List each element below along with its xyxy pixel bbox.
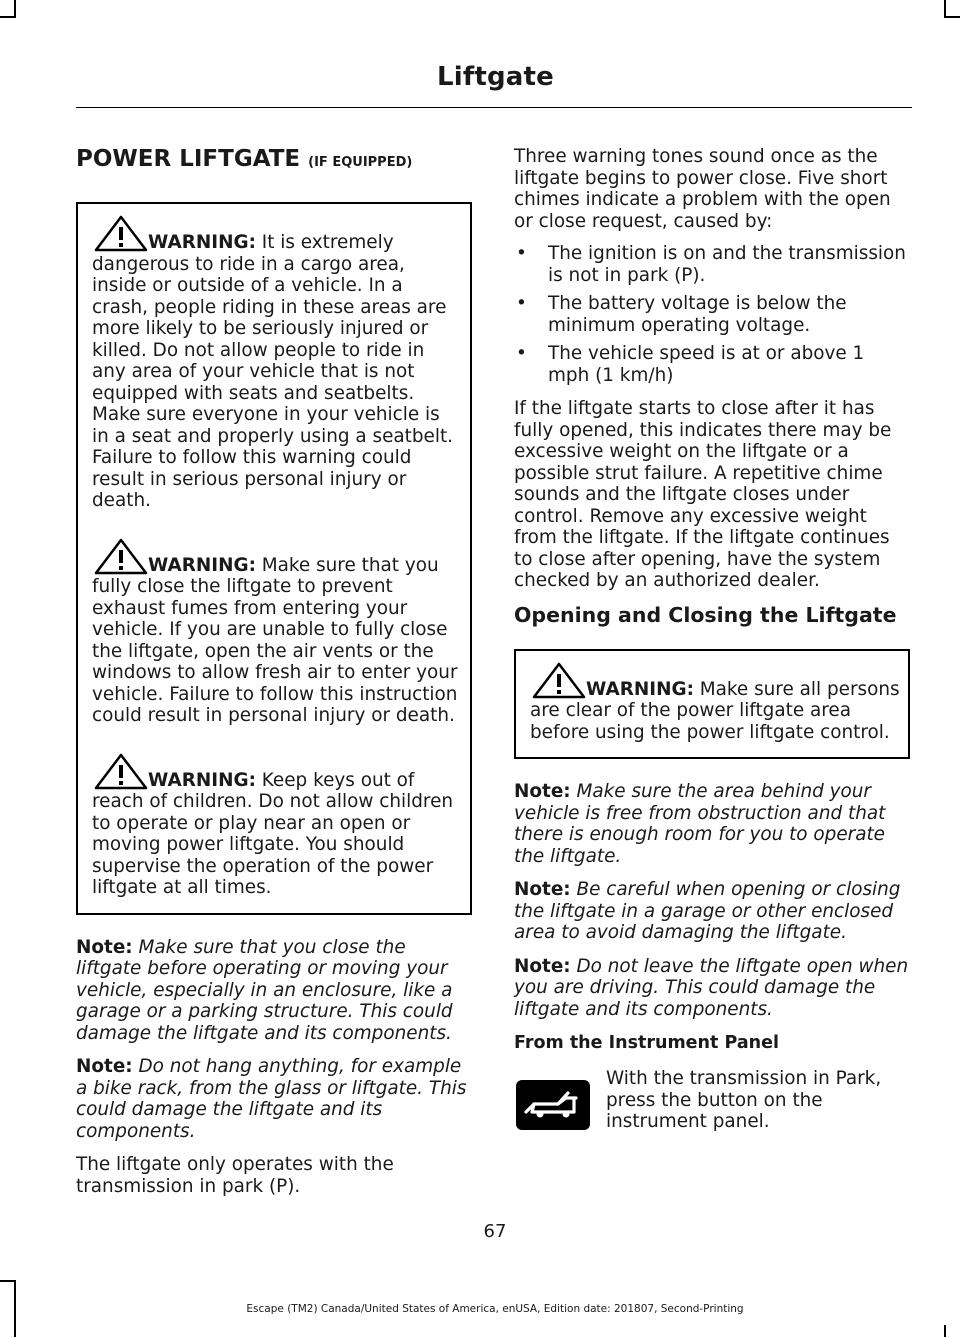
left-column (76, 146, 472, 1208)
body-paragraph: The liftgate only operates with the transmission in park (P). (76, 1154, 394, 1197)
warning-label: WARNING: (148, 554, 256, 576)
right-column (514, 146, 910, 1148)
note-text: Be careful when opening or closing the liftgate in a garage or other enclosed area to avoid damaging the liftgate. (514, 879, 901, 943)
warning-text: Make sure that you fully close the liftgate to prevent exhaust fumes from entering your vehicle. If you are unable to fully close the liftgate, open the air vents or the windows to allow fresh air to enter your vehicle. Failure to follow this instruction could result in personal injury or death. (92, 554, 458, 726)
note-label: Note: (514, 955, 571, 977)
warning-paragraph (530, 661, 900, 744)
instrument-panel-row (514, 1068, 910, 1148)
liftgate-button-icon (516, 1080, 590, 1130)
page-number: 67 (483, 1221, 507, 1242)
warning-paragraph (92, 537, 462, 727)
warning-label: WARNING: (148, 232, 256, 253)
note-label: Note: (514, 879, 571, 900)
list-item: • The battery voltage is below the minimum operating voltage. (514, 293, 910, 336)
note-label: Note: (514, 781, 571, 802)
note-paragraph (76, 1056, 472, 1142)
list-item: • The vehicle speed is at or above 1 mph (1 km/h) (514, 343, 910, 386)
page-header (76, 60, 912, 108)
warning-text: Keep keys out of reach of children. Do not allow children to operate or play near an open or moving power liftgate. You should supervise the operation of the power liftgate at all times. (92, 769, 454, 898)
crop-mark (0, 1280, 16, 1282)
subsection-heading: Opening and Closing the Liftgate (514, 602, 897, 627)
warning-triangle-icon (94, 537, 148, 575)
warning-label: WARNING: (586, 678, 694, 700)
warning-triangle-icon (94, 214, 148, 252)
section-heading (76, 146, 472, 176)
cause-list (514, 243, 910, 386)
note-label: Note: (76, 936, 133, 958)
warning-triangle-icon (532, 661, 586, 699)
crop-mark (14, 1280, 16, 1337)
warning-paragraph (92, 752, 462, 899)
warning-box (76, 202, 472, 915)
warning-text: Make sure all persons are clear of the power liftgate area before using the power liftgate control. (530, 678, 900, 743)
note-label: Note: (76, 1056, 133, 1077)
page-footer: Escape (TM2) Canada/United States of America, enUSA, Edition date: 201807, Second-Printing (246, 1303, 744, 1315)
warning-label: WARNING: (148, 769, 256, 791)
list-item: • The ignition is on and the transmission is not in park (P). (514, 243, 910, 286)
section-title: POWER LIFTGATE (76, 146, 301, 172)
note-paragraph (514, 956, 910, 1021)
note-paragraph (76, 937, 472, 1045)
minor-heading: From the Instrument Panel (514, 1033, 779, 1053)
body-paragraph: If the liftgate starts to close after it has fully opened, this indicates there may be excessive weight on the liftgate or a possible strut failure. A repetitive chime sounds and the liftgate closes under control. Remove any excessive weight from the liftgate. If the liftgate continues to close after opening, have the system checked by an authorized dealer. (514, 398, 892, 591)
body-paragraph: Three warning tones sound once as the liftgate begins to power close. Five short chimes indicate a problem with the open or close request, caused by: (514, 146, 891, 232)
note-text: Do not leave the liftgate open when you are driving. This could damage the liftgate and its components. (514, 955, 909, 1020)
note-text: Do not hang anything, for example a bike rack, from the glass or liftgate. This could damage the liftgate and its components. (76, 1056, 467, 1142)
note-text: Make sure the area behind your vehicle is free from obstruction and that there is enough room for you to operate the liftgate. (514, 781, 886, 867)
warning-box (514, 649, 910, 760)
crop-mark (944, 16, 960, 18)
warning-triangle-icon (94, 752, 148, 790)
note-paragraph (514, 781, 910, 867)
crop-mark (0, 16, 16, 18)
warning-paragraph (92, 214, 462, 512)
note-paragraph (514, 879, 910, 944)
page-title: Liftgate (436, 62, 554, 92)
warning-text: It is extremely dangerous to ride in a cargo area, inside or outside of a vehicle. In a crash, people riding in these areas are more likely to be seriously injured or killed. Do not allow people to ride in any area of your vehicle that is not equipped with seats and seatbelts. Make sure everyone in your vehicle is in a seat and properly using a seatbelt. Failure to follow this warning could result in serious personal injury or death. (92, 232, 454, 511)
crop-mark (944, 1325, 946, 1337)
note-text: Make sure that you close the liftgate before operating or moving your vehicle, especially in an enclosure, like a garage or a parking structure. This could damage the liftgate and its components. (76, 936, 453, 1044)
panel-instruction: With the transmission in Park, press the button on the instrument panel. (606, 1068, 882, 1132)
section-suffix: (IF EQUIPPED) (308, 155, 413, 170)
